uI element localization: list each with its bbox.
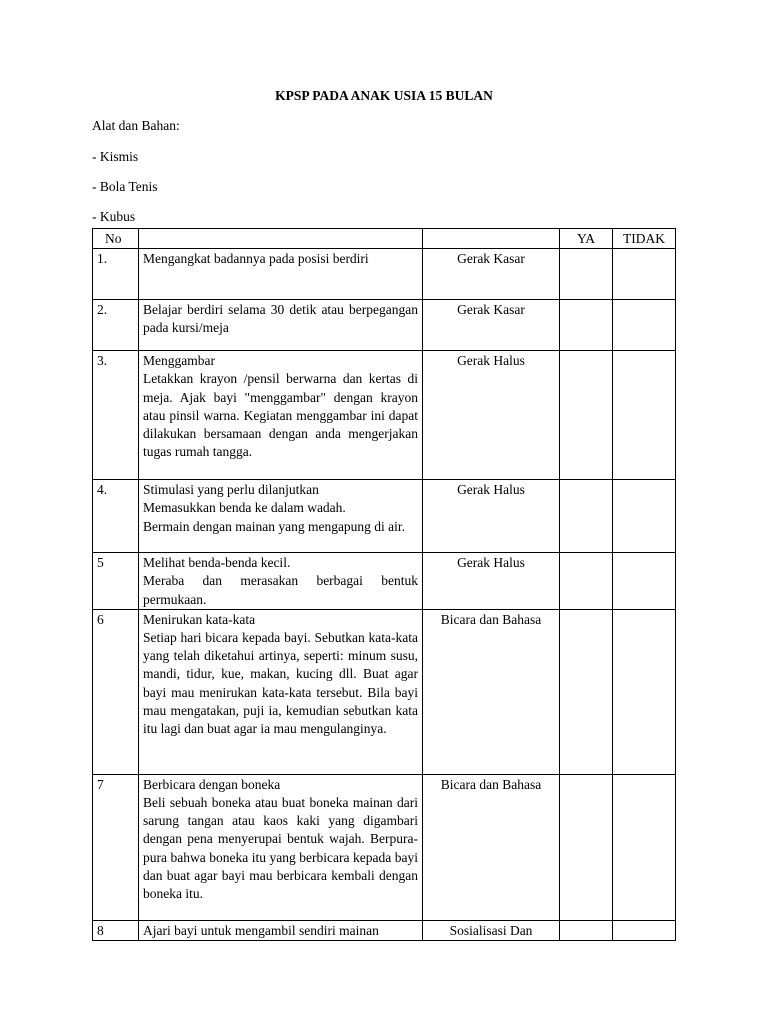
header-description (139, 229, 423, 249)
material-item: - Kismis (92, 149, 139, 164)
yes-checkbox-cell[interactable] (560, 480, 613, 553)
description-line: Mengangkat badannya pada posisi berdiri (143, 251, 369, 267)
table-row (93, 774, 676, 920)
yes-checkbox-cell[interactable] (560, 300, 613, 351)
yes-checkbox-cell[interactable] (560, 920, 613, 940)
description-line: Belajar berdiri selama 30 detik atau berpegangan pada kursi/meja (143, 302, 418, 336)
row-description (139, 480, 423, 553)
no-checkbox-cell[interactable] (613, 480, 676, 553)
material-item: - Kubus (92, 209, 136, 224)
table-row (93, 300, 676, 351)
no-checkbox-cell[interactable] (613, 300, 676, 351)
no-checkbox-cell[interactable] (613, 774, 676, 920)
table-row (93, 920, 676, 940)
header-no-answer: TIDAK (613, 229, 676, 249)
row-description (139, 351, 423, 480)
row-number: 2. (93, 300, 139, 351)
yes-checkbox-cell[interactable] (560, 609, 613, 774)
no-checkbox-cell[interactable] (613, 249, 676, 300)
description-line: Letakkan krayon /pensil berwarna dan kertas di meja. Ajak bayi "menggambar" dengan krayon atau pinsil warna. Kegiatan menggambar ini dapat dilakukan bersamaan dengan anda mengerjakan tugas rumah tangga. (143, 371, 418, 460)
table-header-row (93, 229, 676, 249)
table-row (93, 351, 676, 480)
yes-checkbox-cell[interactable] (560, 351, 613, 480)
description-line: Meraba dan merasakan berbagai bentuk permukaan. (143, 573, 418, 607)
row-number: 3. (93, 351, 139, 480)
material-item: - Bola Tenis (92, 179, 158, 194)
description-line: Setiap hari bicara kepada bayi. Sebutkan kata-kata yang telah diketahui artinya, seperti: minum susu, mandi, tidur, kue, makan, kucing dll. Buat agar bayi mau menirukan kata-kata tersebut. Bila bayi mau mengatakan, puji ia, kemudian sebutkan kata itu lagi dan buat agar ia mau mengulanginya. (143, 630, 418, 737)
header-category (423, 229, 560, 249)
yes-checkbox-cell[interactable] (560, 774, 613, 920)
no-checkbox-cell[interactable] (613, 351, 676, 480)
row-description (139, 553, 423, 610)
header-no: No (93, 229, 139, 249)
document-title: KPSP PADA ANAK USIA 15 BULAN (275, 88, 493, 103)
row-category: Gerak Kasar (423, 249, 560, 300)
row-category: Bicara dan Bahasa (423, 774, 560, 920)
row-number: 6 (93, 609, 139, 774)
table-row (93, 553, 676, 610)
row-number: 1. (93, 249, 139, 300)
row-number: 4. (93, 480, 139, 553)
row-category: Sosialisasi Dan (423, 920, 560, 940)
description-line: Menggambar (143, 353, 215, 369)
table-row (93, 249, 676, 300)
row-number: 5 (93, 553, 139, 610)
description-line: Ajari bayi untuk mengambil sendiri mainan (143, 922, 379, 938)
row-category: Bicara dan Bahasa (423, 609, 560, 774)
description-line: Berbicara dengan boneka (143, 776, 281, 792)
row-description (139, 249, 423, 300)
yes-checkbox-cell[interactable] (560, 249, 613, 300)
header-yes: YA (560, 229, 613, 249)
description-line: Memasukkan benda ke dalam wadah. (143, 500, 346, 516)
description-line: Menirukan kata-kata (143, 611, 256, 627)
row-category: Gerak Kasar (423, 300, 560, 351)
materials-heading: Alat dan Bahan: (92, 118, 180, 133)
row-description (139, 920, 423, 940)
no-checkbox-cell[interactable] (613, 609, 676, 774)
description-line: Melihat benda-benda kecil. (143, 555, 291, 571)
row-description (139, 774, 423, 920)
no-checkbox-cell[interactable] (613, 553, 676, 610)
description-line: Bermain dengan mainan yang mengapung di air. (143, 518, 406, 534)
row-category: Gerak Halus (423, 480, 560, 553)
row-description (139, 609, 423, 774)
table-row (93, 609, 676, 774)
row-description (139, 300, 423, 351)
description-line: Stimulasi yang perlu dilanjutkan (143, 482, 319, 498)
row-category: Gerak Halus (423, 553, 560, 610)
row-category: Gerak Halus (423, 351, 560, 480)
row-number: 8 (93, 920, 139, 940)
kpsp-table (92, 228, 676, 941)
description-line: Beli sebuah boneka atau buat boneka mainan dari sarung tangan atau kaos kaki yang digambari dengan pena menyerupai bentuk wajah. Berpura-pura bahwa boneka itu yang berbicara kepada bayi dan buat agar bayi mau berbicara kembali dengan boneka itu. (143, 795, 418, 902)
yes-checkbox-cell[interactable] (560, 553, 613, 610)
no-checkbox-cell[interactable] (613, 920, 676, 940)
row-number: 7 (93, 774, 139, 920)
table-row (93, 480, 676, 553)
